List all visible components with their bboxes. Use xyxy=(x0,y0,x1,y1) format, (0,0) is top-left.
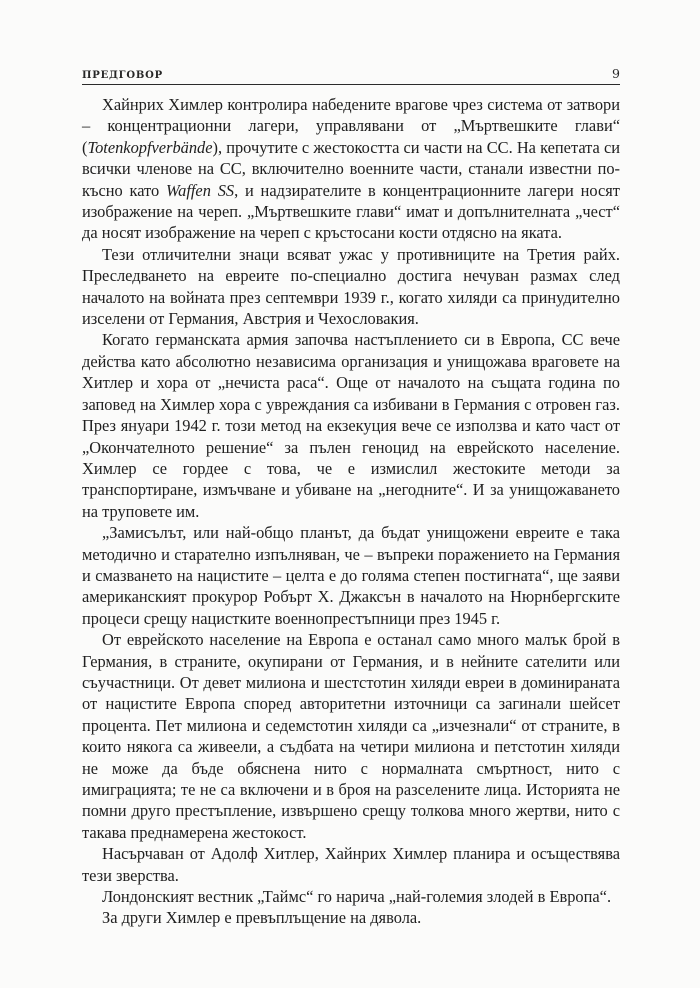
paragraph-1-italic-2: Waffen SS xyxy=(165,180,235,200)
paragraph-3: Когато германската армия започва настъплението си в Европа, СС вече действа като абсолютно независима организация и унищожава враговете на Хитлер и хора от „нечиста раса“. Още от началото на същата година по заповед на Химлер хора с увреждания са избивани в Германия с отровен газ. През януари 1942 г. този метод на екзекуция вече се използва и като част от „Окончателното решение“ за пълен геноцид на еврейското население. Химлер се гордее с това, че е измислил жестоките методи за транспортиране, измъчване и убиване на „негодните“. И за унищожаването на труповете им. xyxy=(82,330,620,521)
paragraph-1-part-2: ), прочутите с жестокостта си части на СС. На кепетата си всички членове на СС, включително военните части, станали известни по-късно като xyxy=(82,137,620,200)
paragraph-6: Насърчаван от Адолф Хитлер, Хайнрих Химлер планира и осъществява тези зверства. xyxy=(82,844,620,885)
running-header-title: ПРЕДГОВОР xyxy=(82,70,163,81)
paragraph-1-part-3: , и надзирателите в концентрационните лагери носят изображение на череп. „Мъртвешките глави“ имат и допълнителната „чест“ да носят изображение на череп с кръстосани кости отдясно на яката. xyxy=(82,180,620,243)
paragraph-7: Лондонският вестник „Таймс“ го нарича „най-големия злодей в Европа“. xyxy=(102,887,612,907)
running-header xyxy=(82,61,620,81)
paragraph-4: „Замисълът, или най-общо планът, да бъдат унищожени евреите е така методично и старателно изпълняван, че – въпреки поражението на Германия и смазването на нацистите – целта е до голяма степен постигната“, ще заяви американският прокурор Робърт Х. Джаксън в началото на Нюрнбергските процеси срещу нацистките военнопрестъпници през 1945 г. xyxy=(82,523,620,628)
page-number: 9 xyxy=(612,66,620,81)
paragraph-1 xyxy=(82,94,620,244)
body-text xyxy=(82,94,620,929)
header-rule xyxy=(82,84,620,85)
paragraph-1-part-1: Хайнрих Химлер контролира набедените врагове чрез система от затвори – концентрационни лагери, управлявани от „Мъртвешките глави“ ( xyxy=(82,95,620,157)
paragraph-5: От еврейското население на Европа е останал само много малък брой в Германия, в страните, окупирани от Германия, и в нейните сателити или съучастници. От девет милиона и шестстотин хиляди евреи в доминираната от нацистите Европа според авторитетни източници са загинали шейсет процента. Пет милиона и седемстотин хиляди са „изчезнали“ от страните, в които някога са живеели, а съдбата на четири милиона и петстотин хиляди не може да бъде обяснена нито с нормалната смъртност, нито с имиграцията; те не са включени и в броя на разселените лица. Историята не помни друго престъпление, извършено срещу толкова много жертви, нито с такава преднамерена жестокост. xyxy=(82,630,620,842)
paragraph-2: Тези отличителни знаци всяват ужас у противниците на Третия райх. Преследването на евреите по-специално достига нечуван размах след началото на войната през септември 1939 г., когато хиляди са принудително изселени от Германия, Австрия и Чехословакия. xyxy=(82,244,620,329)
paragraph-8: За други Химлер е превъплъщение на дявола. xyxy=(102,908,422,928)
paragraph-1-italic-1: Totenkopfverbände xyxy=(87,137,213,157)
